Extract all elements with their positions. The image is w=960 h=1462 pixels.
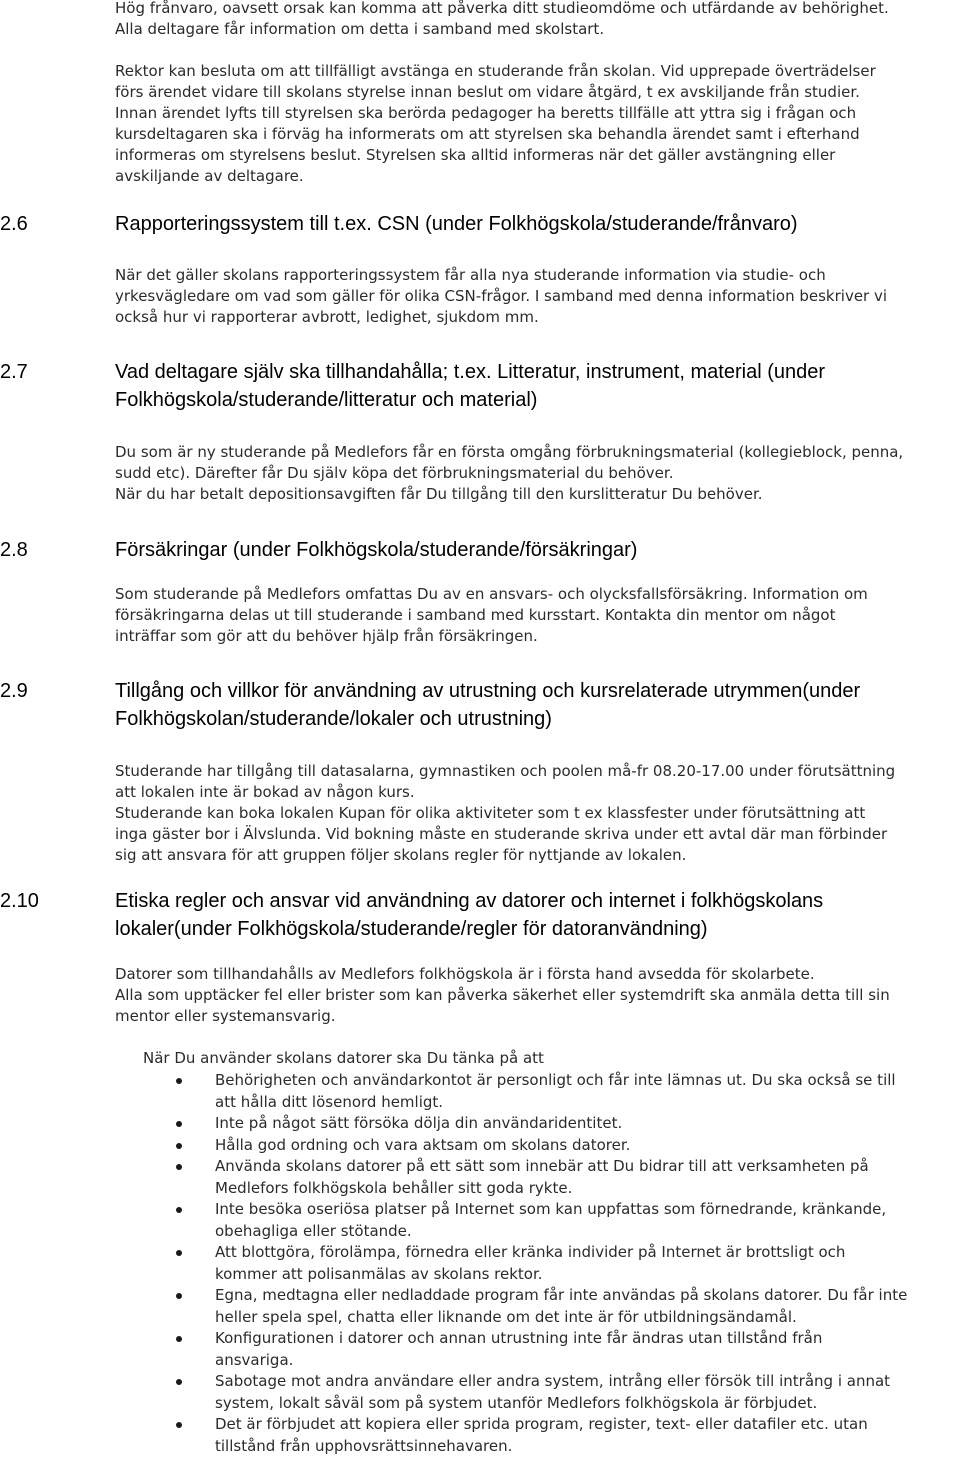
bullet-icon xyxy=(176,1250,182,1256)
text-line: Alla deltagare får information om detta i samband med skolstart. xyxy=(115,20,605,38)
heading-line: Försäkringar (under Folkhögskola/studerande/försäkringar) xyxy=(115,539,638,561)
text-line: Det är förbjudet att kopiera eller sprida program, register, text- eller datafiler etc. utan xyxy=(215,1415,868,1433)
heading-line: Etiska regler och ansvar vid användning av datorer och internet i folkhögskolans xyxy=(115,890,824,912)
section-number: 2.10 xyxy=(0,890,39,912)
text-line: Hög frånvaro, oavsett orsak kan komma att påverka ditt studieomdöme och utfärdande av behörighet. xyxy=(115,0,889,17)
bullet-icon xyxy=(176,1207,182,1213)
text-line: Inte på något sätt försöka dölja din användaridentitet. xyxy=(215,1114,623,1132)
bullet-icon xyxy=(176,1143,182,1149)
section-body-2-9 xyxy=(115,761,960,866)
section-number: 2.6 xyxy=(0,213,28,235)
list-item xyxy=(0,1414,960,1457)
text-line: Du som är ny studerande på Medlefors får en första omgång förbrukningsmaterial (kollegieblock, penna, xyxy=(115,443,904,461)
text-line: försäkringarna delas ut till studerande i samband med kursstart. Kontakta din mentor om något xyxy=(115,606,836,624)
text-line: Studerande kan boka lokalen Kupan för olika aktiviteter som t ex klassfester under förutsättning att xyxy=(115,804,866,822)
text-line: Datorer som tillhandahålls av Medlefors folkhögskola är i första hand avsedda för skolarbete. xyxy=(115,965,815,983)
bullet-icon xyxy=(176,1078,182,1084)
text-line: Egna, medtagna eller nedladdade program får inte användas på skolans datorer. Du får inte xyxy=(215,1286,908,1304)
text-line: inga gäster bor i Älvslunda. Vid bokning måste en studerande skriva under ett avtal där man förbinder xyxy=(115,825,888,843)
text-line: Inte besöka oseriösa platser på Internet som kan uppfattas som förnedrande, kränkande, xyxy=(215,1200,887,1218)
text-line: sudd etc). Därefter får Du själv köpa det förbrukningsmaterial du behöver. xyxy=(115,464,674,482)
section-body-2-8 xyxy=(115,584,960,647)
paragraph-attendance xyxy=(115,0,960,40)
section-number: 2.8 xyxy=(0,539,28,561)
text-line: Konfigurationen i datorer och annan utrustning inte får ändras utan tillstånd från xyxy=(215,1329,823,1347)
bullet-icon xyxy=(176,1422,182,1428)
text-line: obehagliga eller stötande. xyxy=(215,1221,412,1240)
text-line: Behörigheten och användarkontot är personligt och får inte lämnas ut. Du ska också se till xyxy=(215,1071,896,1089)
bullet-icon xyxy=(176,1336,182,1342)
section-body-2-7 xyxy=(115,442,960,505)
text-line: När det gäller skolans rapporteringssystem får alla nya studerande information via studie- och xyxy=(115,266,826,284)
section-body-2-6 xyxy=(115,265,960,328)
text-line: Som studerande på Medlefors omfattas Du av en ansvars- och olycksfallsförsäkring. Information om xyxy=(115,585,868,603)
rules-intro: När Du använder skolans datorer ska Du tänka på att xyxy=(143,1049,544,1067)
bullet-icon xyxy=(176,1121,182,1127)
text-line: Rektor kan besluta om att tillfälligt avstänga en studerande från skolan. Vid upprepade överträdelser xyxy=(115,62,876,80)
text-line: också hur vi rapporterar avbrott, ledighet, sjukdom mm. xyxy=(115,308,539,326)
text-line: kursdeltagaren ska i förväg ha informerats om att styrelsen ska behandla ärendet samt i efterhand xyxy=(115,125,860,143)
text-line: yrkesvägledare om vad som gäller för olika CSN-frågor. I samband med denna information beskriver vi xyxy=(115,287,888,305)
text-line: Sabotage mot andra användare eller andra system, intrång eller försök till intrång i annat xyxy=(215,1372,891,1390)
heading-line: Folkhögskolan/studerande/lokaler och utrustning) xyxy=(115,708,552,730)
text-line: Medlefors folkhögskola behåller sitt goda rykte. xyxy=(215,1178,573,1197)
text-line: Innan ärendet lyfts till styrelsen ska berörda pedagoger ha beretts tillfälle att yttra sig i frågan och xyxy=(115,104,857,122)
text-line: Använda skolans datorer på ett sätt som innebär att Du bidrar till att verksamheten på xyxy=(215,1157,869,1175)
heading-line: Rapporteringssystem till t.ex. CSN (under Folkhögskola/studerande/frånvaro) xyxy=(115,213,798,235)
text-line: system, lokalt såväl som på system utanför Medlefors folkhögskola är förbjudet. xyxy=(215,1393,818,1412)
text-line: tillstånd från upphovsrättsinnehavaren. xyxy=(215,1436,513,1455)
section-number: 2.9 xyxy=(0,680,28,702)
list-item xyxy=(0,1371,960,1414)
text-line: Att blottgöra, förolämpa, förnedra eller kränka individer på Internet är brottsligt och xyxy=(215,1243,846,1261)
list-item xyxy=(0,1242,960,1285)
list-item xyxy=(0,1199,960,1242)
text-line: att hålla ditt lösenord hemligt. xyxy=(215,1092,444,1111)
text-line: Studerande har tillgång till datasalarna, gymnastiken och poolen må-fr 08.20-17.00 under förutsättning xyxy=(115,762,896,780)
text-line: informeras om styrelsens beslut. Styrelsen ska alltid informeras när det gäller avstängning eller xyxy=(115,146,836,164)
section-body-2-10 xyxy=(115,964,960,1027)
heading-line: Vad deltagare själv ska tillhandahålla; t.ex. Litteratur, instrument, material (under xyxy=(115,361,825,383)
list-item xyxy=(0,1156,960,1199)
bullet-icon xyxy=(176,1293,182,1299)
text-line: att lokalen inte är bokad av någon kurs. xyxy=(115,783,415,801)
text-line: avskiljande av deltagare. xyxy=(115,167,304,185)
list-item xyxy=(0,1113,960,1135)
text-line: inträffar som gör att du behöver hjälp från försäkringen. xyxy=(115,627,538,645)
list-item xyxy=(0,1070,960,1113)
heading-line: Folkhögskola/studerande/litteratur och material) xyxy=(115,389,538,411)
bullet-icon xyxy=(176,1379,182,1385)
heading-line: Tillgång och villkor för användning av utrustning och kursrelaterade utrymmen(under xyxy=(115,680,861,702)
text-line: ansvariga. xyxy=(215,1350,294,1369)
list-item xyxy=(0,1135,960,1157)
heading-line: lokaler(under Folkhögskola/studerande/regler för datoranvändning) xyxy=(115,918,708,940)
section-number: 2.7 xyxy=(0,361,28,383)
text-line: När du har betalt depositionsavgiften får Du tillgång till den kurslitteratur Du behöver. xyxy=(115,485,763,503)
text-line: mentor eller systemansvarig. xyxy=(115,1007,336,1025)
list-item xyxy=(0,1328,960,1371)
rules-list xyxy=(0,1070,960,1457)
paragraph-suspension xyxy=(115,61,960,187)
text-line: kommer att polisanmälas av skolans rektor. xyxy=(215,1264,543,1283)
text-line: förs ärendet vidare till skolans styrelse innan beslut om vidare åtgärd, t ex avskiljande från studier. xyxy=(115,83,860,101)
bullet-icon xyxy=(176,1164,182,1170)
text-line: Alla som upptäcker fel eller brister som kan påverka säkerhet eller systemdrift ska anmäla detta till sin xyxy=(115,986,890,1004)
text-line: sig att ansvara för att gruppen följer skolans regler för nyttjande av lokalen. xyxy=(115,846,687,864)
text-line: Hålla god ordning och vara aktsam om skolans datorer. xyxy=(215,1135,631,1154)
list-item xyxy=(0,1285,960,1328)
text-line: heller spela spel, chatta eller liknande om det inte är för utbildningsändamål. xyxy=(215,1307,797,1326)
